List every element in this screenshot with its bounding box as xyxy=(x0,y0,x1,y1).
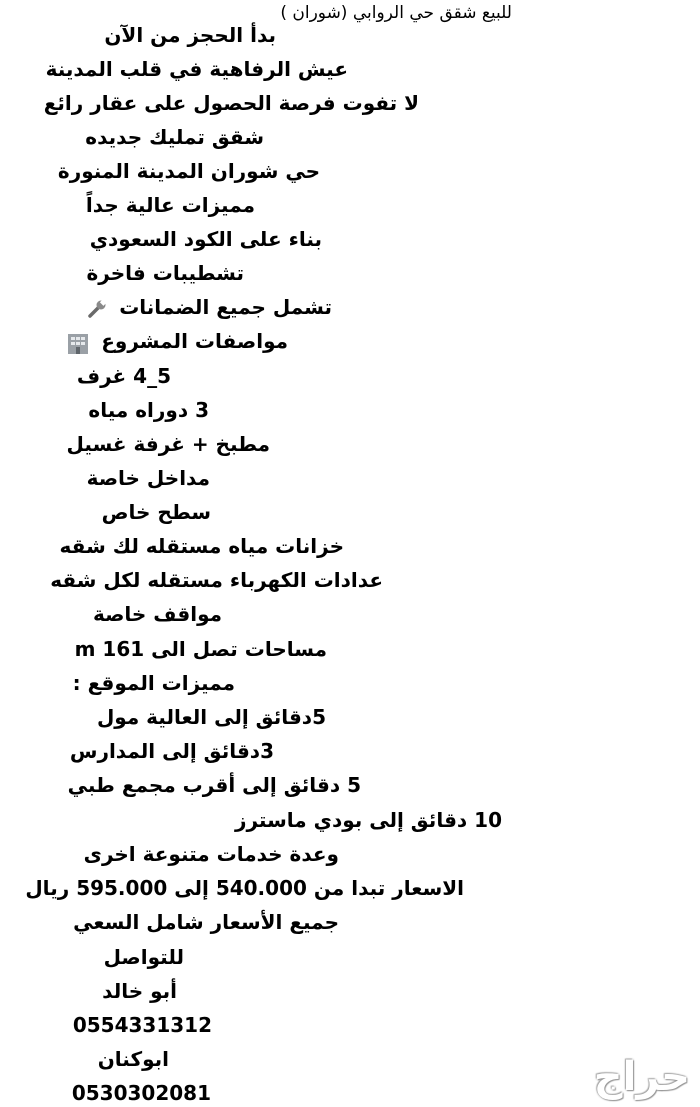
gym-line: 10 دقائق إلى بودي ماسترز xyxy=(234,808,502,832)
features-line: مميزات عالية جداً xyxy=(85,193,255,217)
opportunity-line: لا تفوت فرصة الحصول على عقار رائع xyxy=(43,91,419,115)
code-line: بناء على الكود السعودي xyxy=(89,227,322,251)
project-specs-text: مواصفات المشروع xyxy=(101,329,288,353)
booking-line: بدأ الحجز من الآن xyxy=(104,23,276,47)
contact-label: للتواصل xyxy=(103,945,184,969)
meters-line: عدادات الكهرباء مستقله لكل شقه xyxy=(50,568,383,592)
services-line: وعدة خدمات متنوعة اخرى xyxy=(83,842,339,866)
building-icon xyxy=(66,331,90,355)
ownership-line: شقق تمليك جديده xyxy=(85,125,264,149)
entrances-line: مداخل خاصة xyxy=(86,466,210,490)
water-tanks-line: خزانات مياه مستقله لك شقه xyxy=(59,534,344,558)
contact-name-1: أبو خالد xyxy=(102,979,177,1003)
phone-2: 0530302081 xyxy=(71,1081,211,1105)
roof-line: سطح خاص xyxy=(101,500,211,524)
contact-name-2: ابوكنان xyxy=(97,1047,169,1071)
guarantees-text: تشمل جميع الضمانات xyxy=(119,295,332,319)
area-line: مساحات تصل الى 161 m xyxy=(74,637,327,661)
guarantees-line xyxy=(86,293,332,321)
wrench-icon xyxy=(86,298,108,320)
bathrooms-line: 3 دوراه مياه xyxy=(88,398,209,422)
medical-line: 5 دقائق إلى أقرب مجمع طبي xyxy=(67,773,361,797)
project-specs-line xyxy=(66,327,288,355)
rooms-line: 5_4 غرف xyxy=(76,364,171,388)
phone-1: 0554331312 xyxy=(72,1013,212,1037)
mall-line: 5دقائق إلى العالية مول xyxy=(96,705,326,729)
kitchen-line: مطبخ + غرفة غسيل xyxy=(66,432,270,456)
commission-line: جميع الأسعار شامل السعي xyxy=(73,910,339,934)
prices-line: الاسعار تبدا من 540.000 إلى 595.000 ريال xyxy=(25,876,464,900)
ad-title: للبيع شقق حي الروابي (شوران ) xyxy=(280,3,512,23)
schools-line: 3دقائق إلى المدارس xyxy=(69,739,274,763)
location-line: حي شوران المدينة المنورة xyxy=(57,159,320,183)
luxury-line: عيش الرفاهية في قلب المدينة xyxy=(45,57,348,81)
finishes-line: تشطيبات فاخرة xyxy=(86,261,244,285)
parking-line: مواقف خاصة xyxy=(92,602,222,626)
haraj-watermark: حراج xyxy=(593,1054,690,1100)
location-features-line: مميزات الموقع : xyxy=(72,671,235,695)
